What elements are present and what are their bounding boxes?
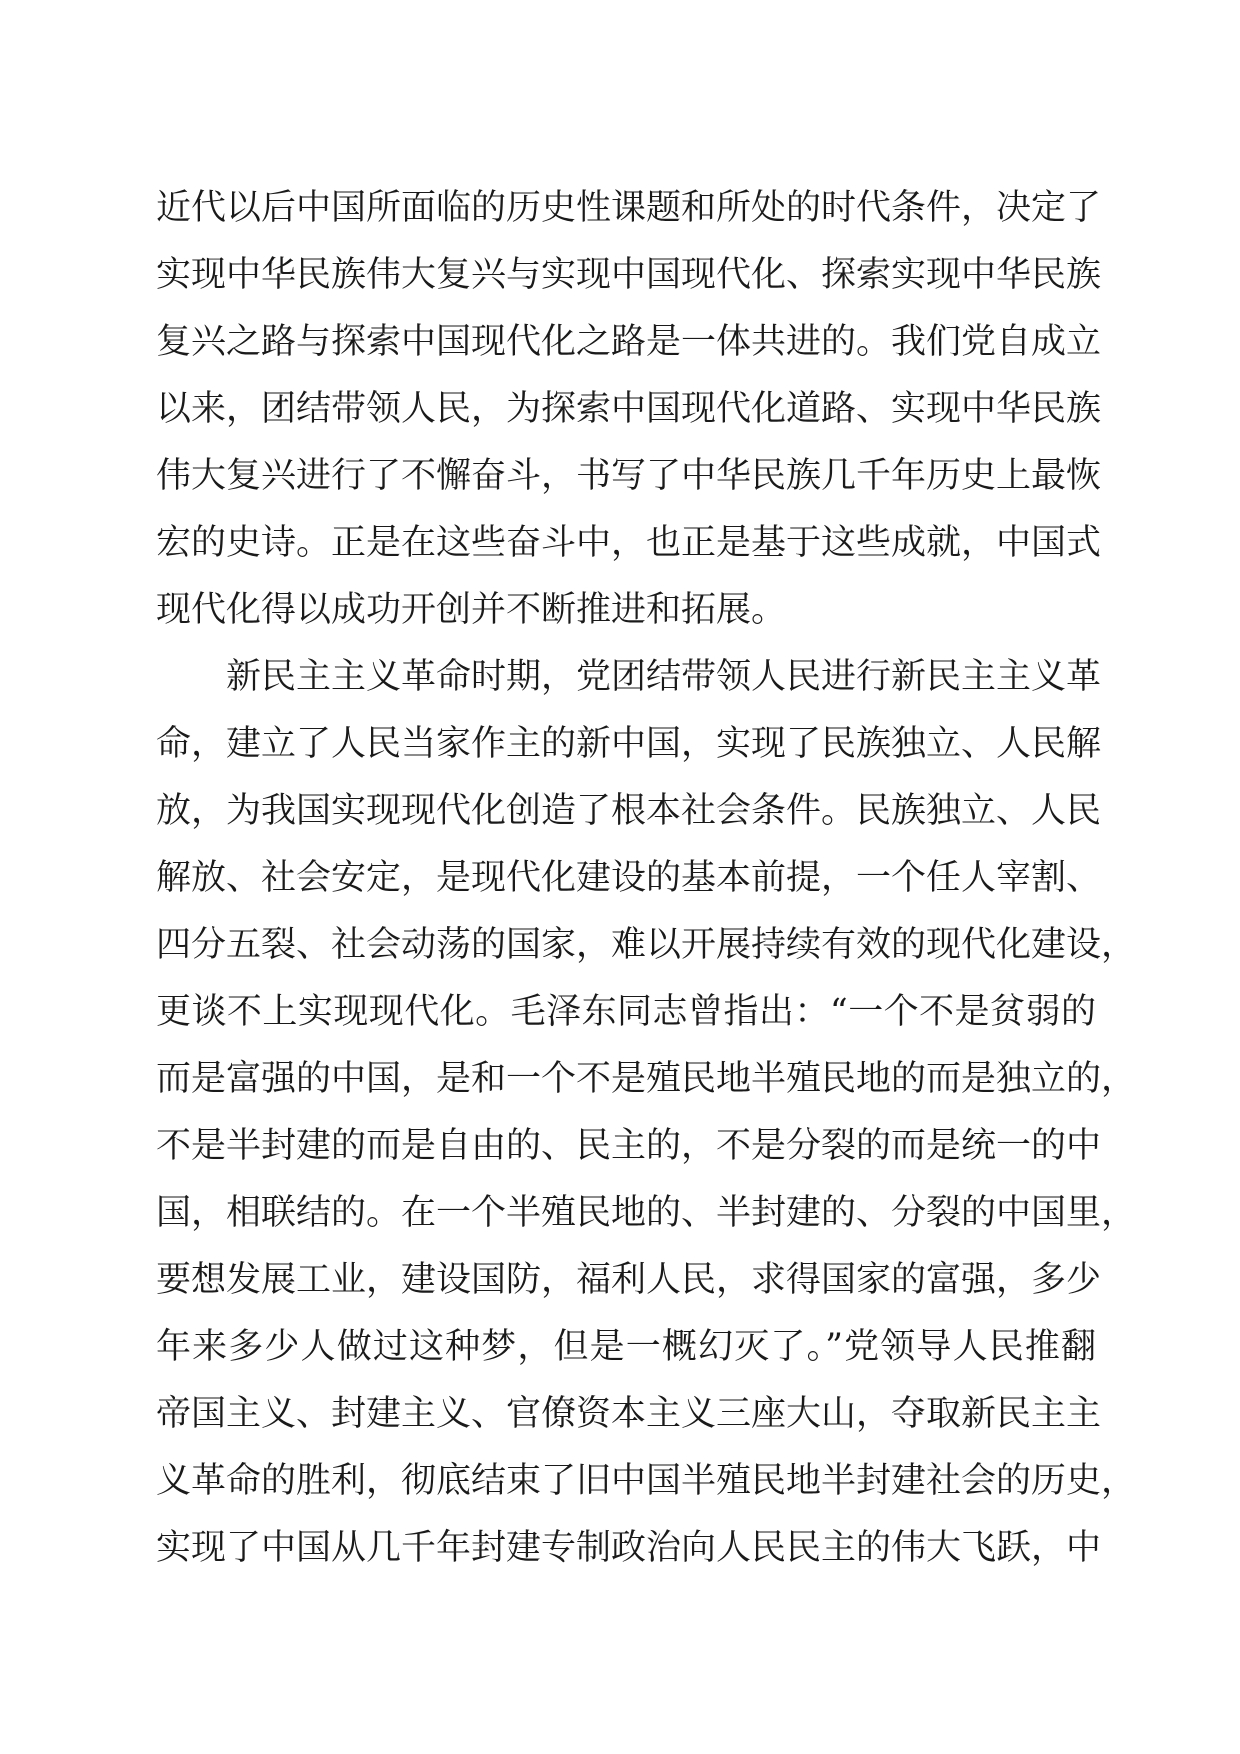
paragraph-2-line-6: 更谈不上实现现代化。毛泽东同志曾指出：“一个不是贫弱的 <box>156 992 1096 1032</box>
paragraph-2-line-10: 要想发展工业，建设国防，福利人民，求得国家的富强，多少 <box>156 1260 1102 1300</box>
paragraph-2-line-3: 放，为我国实现现代化创造了根本社会条件。民族独立、人民 <box>156 791 1102 831</box>
paragraph-2-line-4: 解放、社会安定，是现代化建设的基本前提，一个任人宰割、 <box>156 858 1102 898</box>
paragraph-2-line-13: 义革命的胜利，彻底结束了旧中国半殖民地半封建社会的历史， <box>156 1461 1137 1501</box>
paragraph-2-line-8: 不是半封建的而是自由的、民主的，不是分裂的而是统一的中 <box>156 1126 1102 1166</box>
paragraph-2-line-2: 命，建立了人民当家作主的新中国，实现了民族独立、人民解 <box>156 724 1102 764</box>
paragraph-1-line-6: 宏的史诗。正是在这些奋斗中，也正是基于这些成就，中国式 <box>156 523 1102 563</box>
paragraph-2-line-11: 年来多少人做过这种梦，但是一概幻灭了。”党领导人民推翻 <box>156 1327 1096 1367</box>
paragraph-1-line-3: 复兴之路与探索中国现代化之路是一体共进的。我们党自成立 <box>156 322 1102 362</box>
paragraph-1-line-7: 现代化得以成功开创并不断推进和拓展。 <box>156 590 787 630</box>
paragraph-2-line-9: 国，相联结的。在一个半殖民地的、半封建的、分裂的中国里， <box>156 1193 1137 1233</box>
paragraph-1-line-2: 实现中华民族伟大复兴与实现中国现代化、探索实现中华民族 <box>156 255 1102 295</box>
paragraph-1-line-1: 近代以后中国所面临的历史性课题和所处的时代条件，决定了 <box>156 188 1102 228</box>
paragraph-2-line-14: 实现了中国从几千年封建专制政治向人民民主的伟大飞跃，中 <box>156 1528 1102 1568</box>
paragraph-1-line-4: 以来，团结带领人民，为探索中国现代化道路、实现中华民族 <box>156 389 1102 429</box>
paragraph-1-line-5: 伟大复兴进行了不懈奋斗，书写了中华民族几千年历史上最恢 <box>156 456 1102 496</box>
paragraph-2-line-7: 而是富强的中国，是和一个不是殖民地半殖民地的而是独立的， <box>156 1059 1137 1099</box>
paragraph-2-line-1: 新民主主义革命时期，党团结带领人民进行新民主主义革 <box>226 657 1102 697</box>
paragraph-2-line-5: 四分五裂、社会动荡的国家，难以开展持续有效的现代化建设， <box>156 925 1137 965</box>
paragraph-2-line-12: 帝国主义、封建主义、官僚资本主义三座大山，夺取新民主主 <box>156 1394 1102 1434</box>
